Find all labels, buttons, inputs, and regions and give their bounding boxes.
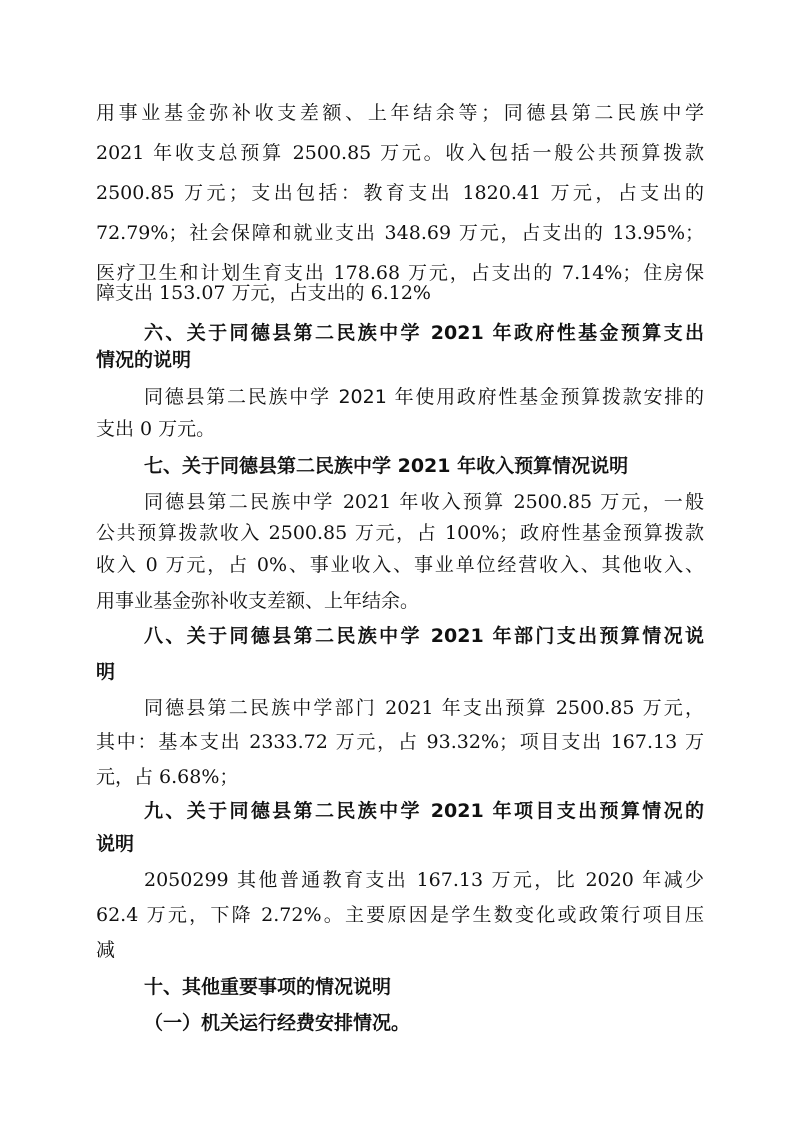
body-text-line: 用事业基金弥补收支差额、上年结余等；同德县第二民族中学 — [96, 102, 704, 124]
body-text-line: 2021 年收支总预算 2500.85 万元。收入包括一般公共预算拨款 — [96, 142, 704, 164]
body-text-line: 减 — [96, 939, 116, 961]
body-text-line: 同德县第二民族中学部门 2021 年支出预算 2500.85 万元， — [144, 697, 704, 719]
body-text-line: 72.79%；社会保障和就业支出 348.69 万元，占支出的 13.95%； — [96, 222, 704, 244]
body-text-line: 公共预算拨款收入 2500.85 万元，占 100%；政府性基金预算拨款 — [96, 522, 704, 544]
body-text-line: 其中：基本支出 2333.72 万元，占 93.32%；项目支出 167.13 万 — [96, 731, 704, 753]
section-heading: 说明 — [96, 833, 135, 855]
subsection-heading: （一）机关运行经费安排情况。 — [144, 1012, 411, 1034]
section-heading: 八、关于同德县第二民族中学 2021 年部门支出预算情况说 — [144, 625, 704, 647]
body-text-line: 医疗卫生和计划生育支出 178.68 万元，占支出的 7.14%；住房保 — [96, 262, 704, 284]
section-heading: 明 — [96, 661, 116, 683]
section-heading: 九、关于同德县第二民族中学 2021 年项目支出预算情况的 — [144, 800, 704, 822]
body-text-line: 障支出 153.07 万元，占支出的 6.12% — [96, 282, 431, 304]
body-text-line: 用事业基金弥补收支差额、上年结余。 — [96, 590, 420, 612]
body-text-line: 元，占 6.68%； — [96, 766, 239, 788]
body-text-line: 2500.85 万元；支出包括：教育支出 1820.41 万元，占支出的 — [96, 182, 704, 204]
section-heading: 六、关于同德县第二民族中学 2021 年政府性基金预算支出 — [144, 322, 704, 344]
body-text-line: 2050299 其他普通教育支出 167.13 万元，比 2020 年减少 — [144, 869, 704, 891]
section-heading: 十、其他重要事项的情况说明 — [144, 976, 392, 998]
body-text-line: 62.4 万元，下降 2.72%。主要原因是学生数变化或政策行项目压 — [96, 904, 704, 926]
body-text-line: 支出 0 万元。 — [96, 418, 216, 440]
body-text-line: 收入 0 万元，占 0%、事业收入、事业单位经营收入、其他收入、 — [96, 554, 704, 576]
body-text-line: 同德县第二民族中学 2021 年使用政府性基金预算拨款安排的 — [144, 386, 704, 408]
section-heading: 情况的说明 — [96, 349, 192, 371]
section-heading: 七、关于同德县第二民族中学 2021 年收入预算情况说明 — [144, 455, 629, 477]
body-text-line: 同德县第二民族中学 2021 年收入预算 2500.85 万元，一般 — [144, 491, 704, 513]
